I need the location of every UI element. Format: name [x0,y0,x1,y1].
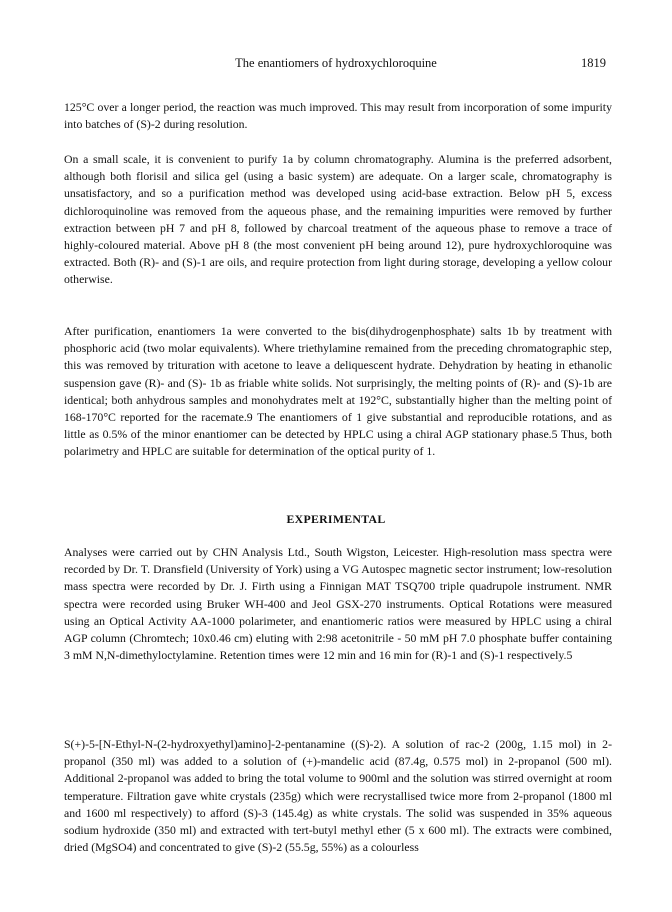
paragraph-salts [64,323,612,461]
paragraph-analyses [64,544,612,664]
paragraph-procedure [64,736,612,856]
paragraph-purification [64,151,612,289]
paragraph-text: On a small scale, it is convenient to purify 1a by column chromatography. Alumina is the preferred adsorbent, although both florisil and silica gel (using a basic system) are adequate. On a larger scale, chromatography is unsatisfactory, and so a purification method was developed using acid-base extraction. Below pH 5, excess dichloroquinoline was removed from the aqueous phase, and the remaining impurities were removed by further extraction between pH 7 and pH 8, followed by charcoal treatment of the aqueous phase to remove a trace of highly-coloured material. Above pH 8 (the most convenient pH being around 12), pure hydroxychloroquine was extracted. Both (R)- and (S)-1 are oils, and require protection from light during storage, developing a yellow colour otherwise. [64,152,612,287]
paragraph-continuation [64,99,612,133]
section-heading-experimental: EXPERIMENTAL [286,512,386,526]
paragraph-text: Analyses were carried out by CHN Analysis Ltd., South Wigston, Leicester. High-resolution mass spectra were recorded by Dr. T. Dransfield (University of York) using a VG Autospec magnetic sector instrument; low-resolution mass spectra were recorded by Dr. J. Firth using a Finnigan MAT TSQ700 triple quadrupole instrument. NMR spectra were recorded using Bruker WH-400 and Jeol GSX-270 instruments. Optical Rotations were measured using an Optical Activity AA-1000 polarimeter, and enantiomeric ratios were measured by HPLC using a chiral AGP column (Chromtech; 10x0.46 cm) eluting with 2:98 acetonitrile - 50 mM pH 7.0 phosphate buffer containing 3 mM N,N-dimethyloctylamine. Retention times were 12 min and 16 min for (R)-1 and (S)-1 respectively.5 [64,545,612,663]
paragraph-text: 125°C over a longer period, the reaction was much improved. This may result from incorporation of some impurity into batches of (S)-2 during resolution. [64,100,612,132]
running-title: The enantiomers of hydroxychloroquine [235,56,437,70]
paragraph-text: S(+)-5-[N-Ethyl-N-(2-hydroxyethyl)amino]-2-pentanamine ((S)-2). A solution of rac-2 (200g, 1.15 mol) in 2-propanol (350 ml) was added to a solution of (+)-mandelic acid (87.4g, 0.575 mol) in 2-propanol (500 ml). Additional 2-propanol was added to bring the total volume to 900ml and the solution was stirred overnight at room temperature. Filtration gave white crystals (235g) which were recrystallised twice more from 2-propanol (1800 ml and 1600 ml respectively) to afford (S)-3 (145.4g) as white crystals. The solid was suspended in 35% aqueous sodium hydroxide (350 ml) and extracted with tert-butyl methyl ether (5 x 600 ml). The extracts were combined, dried (MgSO4) and concentrated to give (S)-2 (55.5g, 55%) as a colourless [64,737,612,855]
paragraph-text: After purification, enantiomers 1a were converted to the bis(dihydrogenphosphate) salts 1b by treatment with phosphoric acid (two molar equivalents). Where triethylamine remained from the preceding chromatographic step, this was removed by trituration with acetone to leave a deliquescent hydrate. Dehydration by heating in ethanolic suspension gave (R)- and (S)- 1b as friable white solids. Not surprisingly, the melting points of (R)- and (S)-1b are identical; both anhydrous samples and monohydrates melt at 192°C, substantially higher than the melting point of 168-170°C reported for the racemate.9 The enantiomers of 1 give substantial and reproducible rotations, and as little as 0.5% of the minor enantiomer can be detected by HPLC using a chiral AGP stationary phase.5 Thus, both polarimetry and HPLC are suitable for determination of the optical purity of 1. [64,324,612,459]
page-number: 1819 [581,56,606,70]
